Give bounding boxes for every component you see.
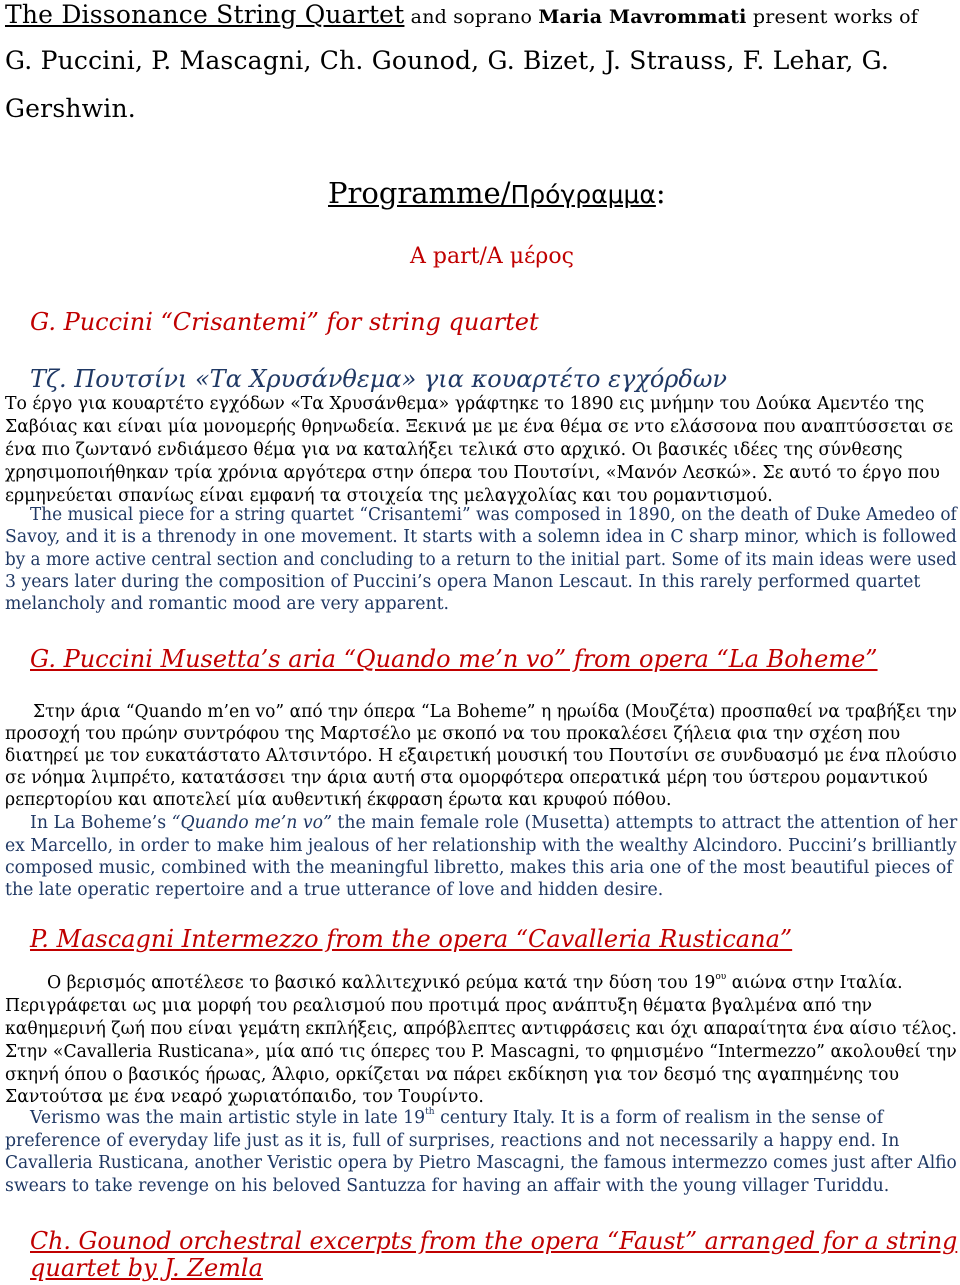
s2-en-text: the main female role (Musetta) attempts to attract the attention of her	[331, 813, 958, 833]
s2-en-line: composed music, combined with the meaningful libretto, makes this aria one of the most beautiful pieces of	[5, 858, 953, 878]
section-3-title: P. Mascagni Intermezzo from the opera “Cavalleria Rusticana”	[30, 925, 793, 953]
s3-gr-line: σκηνή όπου ο βασικός ήρωας, Άλφιο, ορκίζεται να πάρει εκδίκηση για τον δεσμό της αγαπημένης του	[5, 1065, 900, 1085]
s2-en-first-line	[30, 813, 957, 833]
s3-gr-line: Στην «Cavalleria Rusticana», μία από τις όπερες του P. Mascagni, το φημισμένο “Intermezzo” ακολουθεί την	[5, 1042, 957, 1062]
s2-en-aria-name: “Quando me’n vo”	[171, 813, 332, 833]
s3-en-text: Verismo was the main artistic style in late 19	[30, 1108, 426, 1128]
s2-gr-line: σε νόημα λιμπρέτο, κατατάσσει την άρια αυτή στα ομορφότερα οπερατικά μέρη του ύστερου ρομαντικού	[5, 768, 928, 788]
s3-gr-text: Ο βερισμός αποτέλεσε το βασικό καλλιτεχνικό ρεύμα κατά την δύση του 19	[47, 973, 716, 993]
s3-gr-text: αιώνα στην Ιταλία.	[726, 973, 903, 993]
intro-line-2: G. Puccini, P. Mascagni, Ch. Gounod, G. Bizet, J. Strauss, F. Lehar, G.	[5, 46, 890, 75]
soprano-name: Maria Mavrommati	[538, 6, 747, 28]
s2-gr-line: προσοχή του πρώην συντρόφου της Μαρτσέλο με σκοπό να του προκαλέσει ζήλεια φια την σχέση που	[5, 724, 901, 744]
s3-en-line: preference of everyday life just as it is, full of surprises, reactions and not necessarily a happy end. In	[5, 1131, 900, 1151]
s2-gr-line: Στην άρια “Quando m’en vo” από την όπερα “La Boheme” η ηρωίδα (Μουζέτα) προσπαθεί να τραβήξει την	[33, 702, 957, 722]
section-1-title-gr: Τζ. Πουτσίνι «Τα Χρυσάνθεμα» για κουαρτέτο εγχόρδων	[30, 365, 728, 393]
s1-en-line: by a more active central section and concluding to a return to the initial part. Some of its main ideas were used	[5, 550, 957, 570]
s1-gr-line: χρησιμοποιήθηκαν τρία χρόνια αργότερα στην όπερα του Πουτσίνι, «Μανόν Λεσκώ». Σε αυτό το έργο που	[5, 463, 940, 483]
s1-gr-line: Το έργο για κουαρτέτο εγχόδων «Τα Χρυσάνθεμα» γράφτηκε το 1890 εις μνήμην του Δούκα Αμεντέο της	[5, 394, 925, 414]
s2-en-text: In La Boheme’s	[30, 813, 172, 833]
s2-gr-line: διατηρεί με τον ευκατάστατο Αλτσιντόρο. Η εξαιρετική μουσική του Πουτσίνι σε συνδυασμό με ένα πλούσιο	[5, 746, 957, 766]
s1-gr-line: ερμηνεύεται σπανίως είναι εμφανή τα στοιχεία της μελαγχολίας και του ρομαντισμού.	[5, 486, 773, 506]
s3-en-line: swears to take revenge on his beloved Santuzza for having an affair with the young villager Turiddu.	[5, 1176, 890, 1196]
section-4-title-line-2: quartet by J. Zemla	[30, 1254, 263, 1282]
programme-en: Programme/	[328, 176, 511, 210]
s3-gr-line: Περιγράφεται ως μια μορφή του ρεαλισμού που προτιμά προς ανάπτυξη θέματα βγαλμένα από την	[5, 996, 873, 1016]
programme-colon: :	[655, 176, 666, 210]
s3-en-first-line	[30, 1108, 883, 1128]
intro-line-1	[5, 0, 918, 29]
quartet-name: The Dissonance String Quartet	[5, 0, 405, 29]
part-heading: A part/A μέρος	[410, 244, 574, 269]
s1-gr-line: ένα πιο ζωντανό ενδιάμεσο θέμα για να καταλήξει τελικά στο αρχικό. Οι βασικές ιδέες της σύνθεσης	[5, 440, 903, 460]
s3-en-sup: th	[425, 1107, 435, 1117]
s2-gr-line: ρεπερτορίου και αποτελεί μία αυθεντική έκφραση έρωτα και κρυφού πόθου.	[5, 790, 672, 810]
intro-line-3: Gershwin.	[5, 94, 136, 123]
s1-en-line: Savoy, and it is a threnody in one movement. It starts with a solemn idea in C sharp minor, which is followed	[5, 527, 957, 547]
s3-gr-line: Σαντούτσα με ένα νεαρό χωριατόπαιδο, τον Τουρίντο.	[5, 1087, 484, 1107]
intro-text: and soprano	[404, 6, 539, 28]
s2-en-line: ex Marcello, in order to make him jealous of her relationship with the wealthy Alcindoro. Puccini’s brilliantly	[5, 836, 957, 856]
programme-gr: Πρόγραμμα	[510, 180, 656, 209]
s3-en-line: Cavalleria Rusticana, another Veristic opera by Pietro Mascagni, the famous intermezzo comes just after Alfio	[5, 1153, 957, 1173]
section-2-title: G. Puccini Musetta’s aria “Quando me’n vo” from opera “La Boheme”	[30, 645, 878, 673]
s3-gr-line: καθημερινή ζωή που είναι γεμάτη εκπλήξεις, απρόβλεπτες αντιφράσεις και όχι απαραίτητα ένα αίσιο τέλος.	[5, 1019, 957, 1039]
s2-en-line: the late operatic repertoire and a true utterance of love and hidden desire.	[5, 880, 664, 900]
programme-heading	[328, 176, 666, 210]
s3-gr-first-line	[47, 973, 903, 993]
s1-en-line: The musical piece for a string quartet “Crisantemi” was composed in 1890, on the death of Duke Amedeo of	[30, 505, 957, 525]
s1-en-line: 3 years later during the composition of Puccini’s opera Manon Lescaut. In this rarely performed quartet	[5, 572, 921, 592]
section-1-title-en: G. Puccini “Crisantemi” for string quartet	[30, 308, 539, 336]
s1-gr-line: Σαβόιας και είναι μία μονομερής θρηνωδεία. Ξεκινά με με ένα θέμα σε ντο ελάσσονα που αναπτύσσεται σε	[5, 417, 954, 437]
s3-en-text: century Italy. It is a form of realism in the sense of	[434, 1108, 884, 1128]
intro-text: present works of	[746, 6, 919, 28]
s3-gr-sup: ου	[715, 972, 727, 982]
s1-en-line: melancholy and romantic mood are very apparent.	[5, 594, 450, 614]
section-4-title-line-1: Ch. Gounod orchestral excerpts from the opera “Faust” arranged for a string	[30, 1227, 958, 1255]
